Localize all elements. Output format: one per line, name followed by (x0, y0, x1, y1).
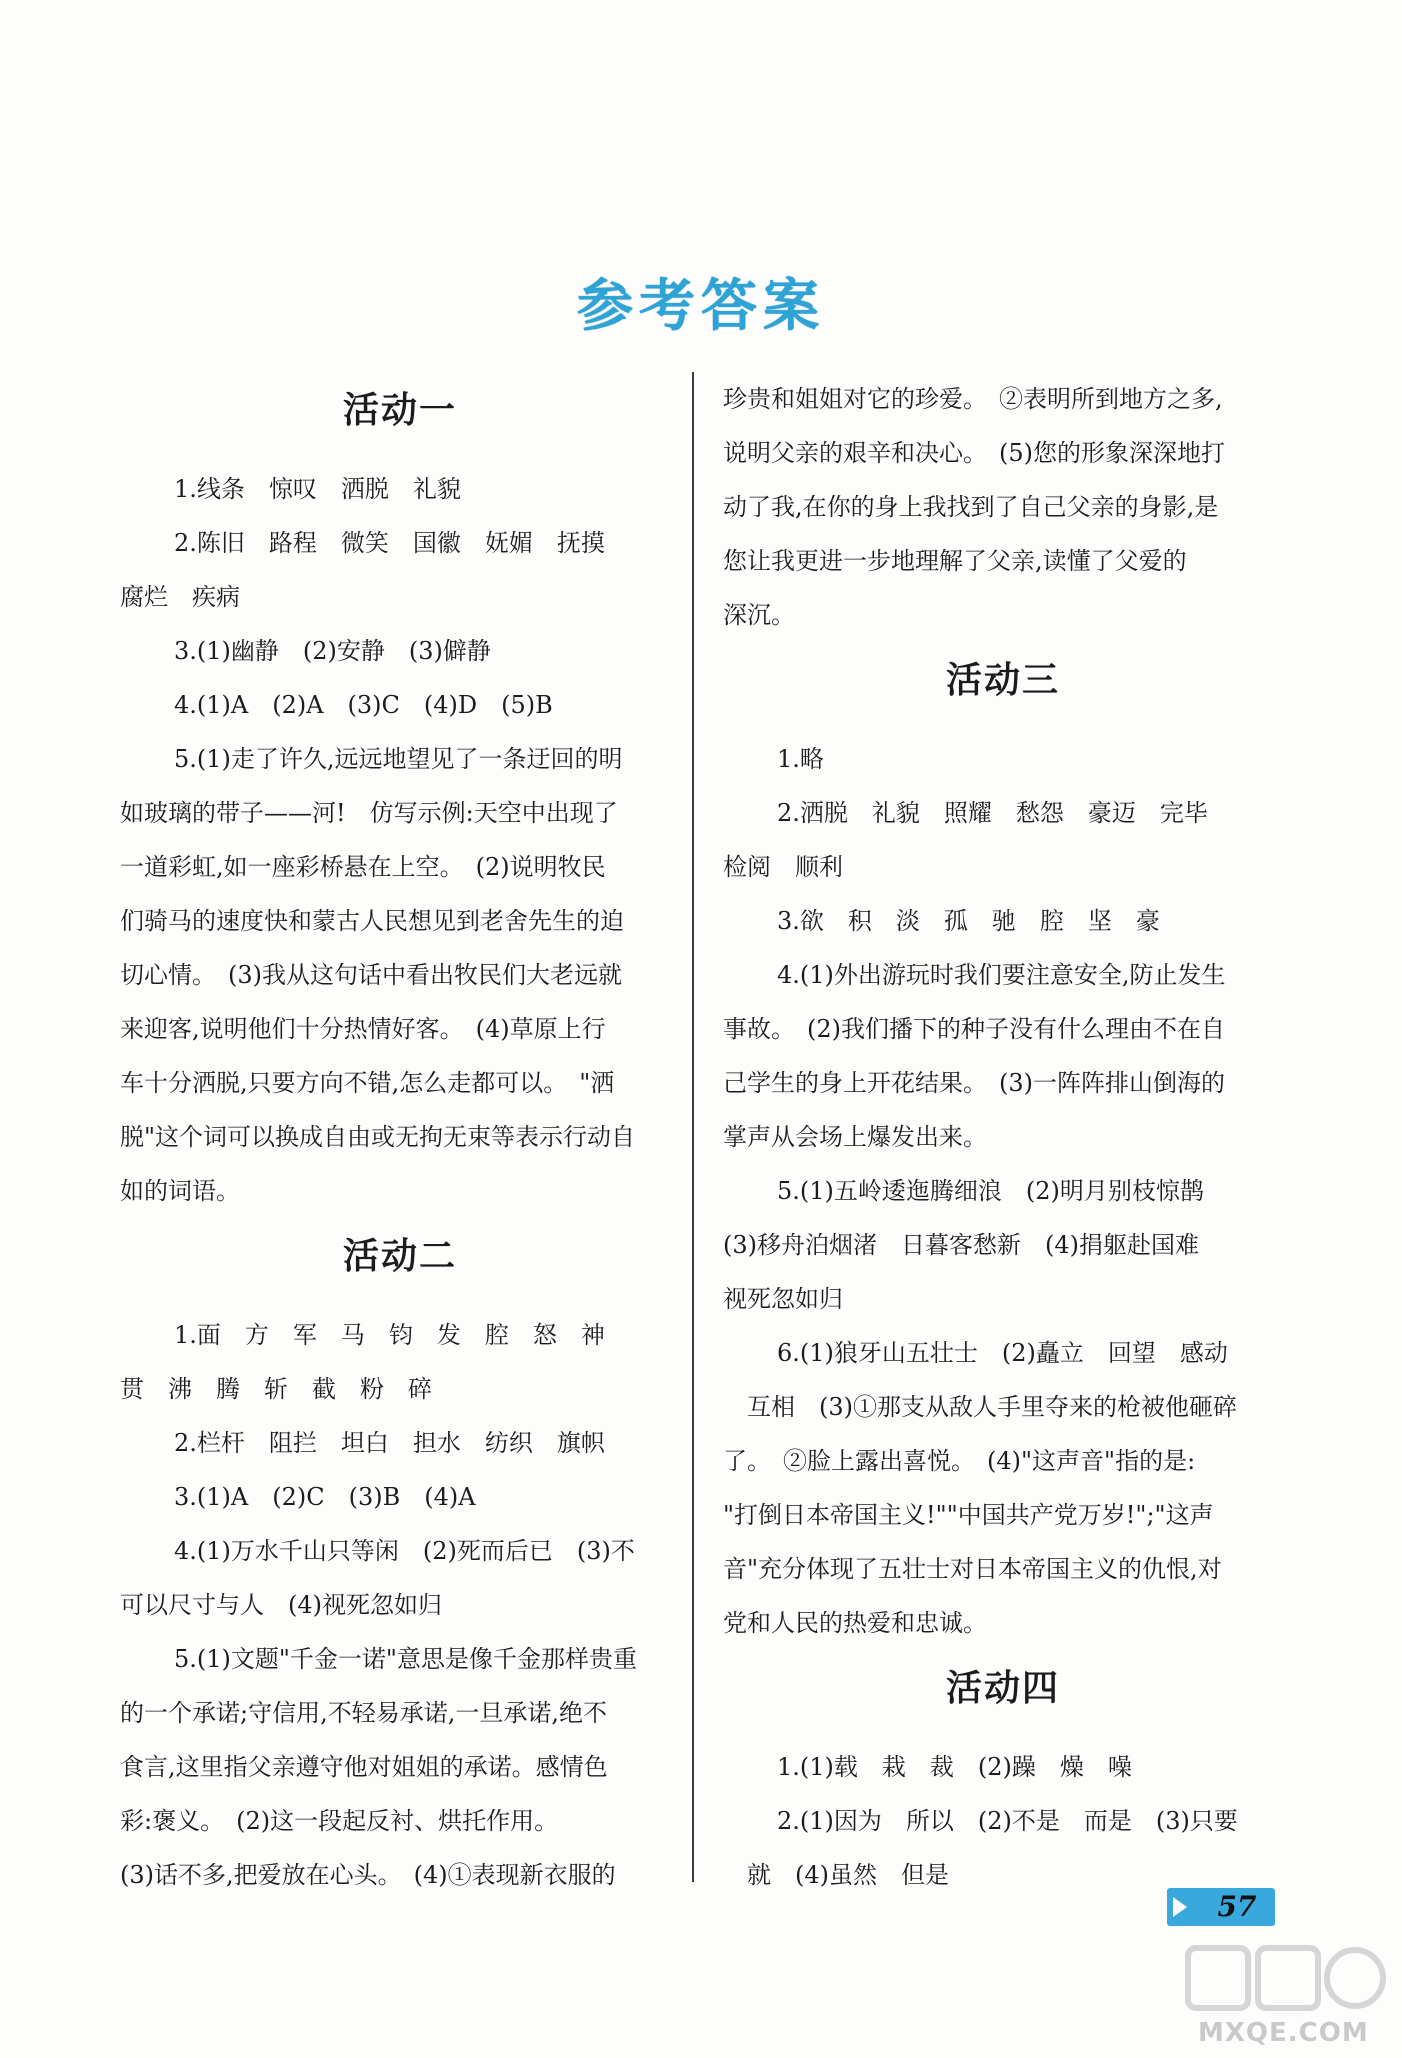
answer-line: 4.(1)万水千山只等闲 (2)死而后已 (3)不 (174, 1537, 635, 1565)
answer-line: 您让我更进一步地理解了父亲,读懂了父爱的 (723, 547, 1187, 575)
answer-line: 珍贵和姐姐对它的珍爱。 ②表明所到地方之多, (723, 385, 1223, 413)
watermark-text: MXQE.COM (1198, 2018, 1369, 2048)
answer-line: 贯 沸 腾 斩 截 粉 碎 (120, 1375, 432, 1403)
answer-line: 2.洒脱 礼貌 照耀 愁怨 豪迈 完毕 (777, 799, 1208, 827)
answer-line: 可以尺寸与人 (4)视死忽如归 (120, 1591, 442, 1619)
answer-line: 来迎客,说明他们十分热情好客。 (4)草原上行 (120, 1015, 606, 1043)
answer-line: (3)移舟泊烟渚 日暮客愁新 (4)捐躯赴国难 (723, 1231, 1199, 1259)
answer-line: 3.(1)A (2)C (3)B (4)A (174, 1483, 476, 1511)
answer-line: 1.面 方 军 马 钧 发 腔 怒 神 (174, 1321, 605, 1349)
answer-line: 食言,这里指父亲遵守他对姐姐的承诺。感情色 (120, 1753, 608, 1781)
answer-line: 1.(1)载 栽 裁 (2)躁 燥 噪 (777, 1753, 1132, 1781)
answer-line: 车十分洒脱,只要方向不错,怎么走都可以。 "洒 (120, 1069, 615, 1097)
answer-line: 5.(1)走了许久,远远地望见了一条迂回的明 (174, 745, 623, 773)
answer-line: 腐烂 疾病 (120, 583, 240, 611)
answer-line: 切心情。 (3)我从这句话中看出牧民们大老远就 (120, 961, 622, 989)
play-arrow-icon (1173, 1897, 1187, 1917)
answer-line: 说明父亲的艰辛和决心。 (5)您的形象深深地打 (723, 439, 1225, 467)
answer-line: 脱"这个词可以换成自由或无拘无束等表示行动自 (120, 1123, 636, 1151)
answer-line: 互相 (3)①那支从敌人手里夺来的枪被他砸碎 (747, 1393, 1237, 1421)
answer-line: 掌声从会场上爆发出来。 (723, 1123, 987, 1151)
answer-line: 3.(1)幽静 (2)安静 (3)僻静 (174, 637, 491, 665)
section-heading-3: 活动三 (945, 660, 1060, 701)
answer-line: 了。 ②脸上露出喜悦。 (4)"这声音"指的是: (723, 1447, 1196, 1475)
left-column (120, 372, 680, 1902)
answer-line: 们骑马的速度快和蒙古人民想见到老舍先生的迫 (120, 907, 624, 935)
section-heading-4: 活动四 (945, 1668, 1060, 1709)
answer-line: 事故。 (2)我们播下的种子没有什么理由不在自 (723, 1015, 1225, 1043)
column-divider (692, 372, 694, 1882)
answer-line: 深沉。 (723, 601, 795, 629)
answer-line: 音"充分体现了五壮士对日本帝国主义的仇恨,对 (723, 1555, 1222, 1583)
answer-line: 5.(1)文题"千金一诺"意思是像千金那样贵重 (174, 1645, 637, 1673)
answer-line: 彩:褒义。 (2)这一段起反衬、烘托作用。 (120, 1807, 559, 1835)
answer-line: (3)话不多,把爱放在心头。 (4)①表现新衣服的 (120, 1861, 616, 1889)
answer-line: 4.(1)A (2)A (3)C (4)D (5)B (174, 691, 553, 719)
answer-line: 5.(1)五岭逶迤腾细浪 (2)明月别枝惊鹊 (777, 1177, 1204, 1205)
answer-line: 检阅 顺利 (723, 853, 843, 881)
answer-line: 6.(1)狼牙山五壮士 (2)矗立 回望 感动 (777, 1339, 1228, 1367)
answer-line: "打倒日本帝国主义!""中国共产党万岁!";"这声 (723, 1501, 1214, 1529)
answer-line: 1.线条 惊叹 洒脱 礼貌 (174, 475, 461, 503)
answer-line: 动了我,在你的身上我找到了自己父亲的身影,是 (723, 493, 1219, 521)
answer-line: 视死忽如归 (723, 1285, 843, 1313)
answer-line: 一道彩虹,如一座彩桥悬在上空。 (2)说明牧民 (120, 853, 606, 881)
answer-line: 党和人民的热爱和忠诚。 (723, 1609, 987, 1637)
page-number: 57 (1217, 1890, 1257, 1923)
page-title: 参考答案 (577, 274, 825, 339)
answer-line: 4.(1)外出游玩时我们要注意安全,防止发生 (777, 961, 1226, 989)
section-heading-1: 活动一 (342, 390, 457, 431)
section-heading-2: 活动二 (342, 1236, 457, 1277)
answer-line: 1.略 (777, 745, 824, 773)
answer-line: 2.陈旧 路程 微笑 国徽 妩媚 抚摸 (174, 529, 605, 557)
answer-line: 己学生的身上开花结果。 (3)一阵阵排山倒海的 (723, 1069, 1225, 1097)
answer-line: 2.栏杆 阻拦 坦白 担水 纺织 旗帜 (174, 1429, 605, 1457)
answer-line: 2.(1)因为 所以 (2)不是 而是 (3)只要 (777, 1807, 1238, 1835)
page-number-badge (1167, 1888, 1275, 1926)
answer-line: 3.欲 积 淡 孤 驰 腔 坚 豪 (777, 907, 1160, 935)
answer-line: 就 (4)虽然 但是 (747, 1861, 949, 1889)
right-column (723, 372, 1283, 1902)
answer-line: 的一个承诺;守信用,不轻易承诺,一旦承诺,绝不 (120, 1699, 607, 1727)
answer-line: 如的词语。 (120, 1177, 240, 1205)
answer-line: 如玻璃的带子——河! 仿写示例:天空中出现了 (120, 799, 618, 827)
